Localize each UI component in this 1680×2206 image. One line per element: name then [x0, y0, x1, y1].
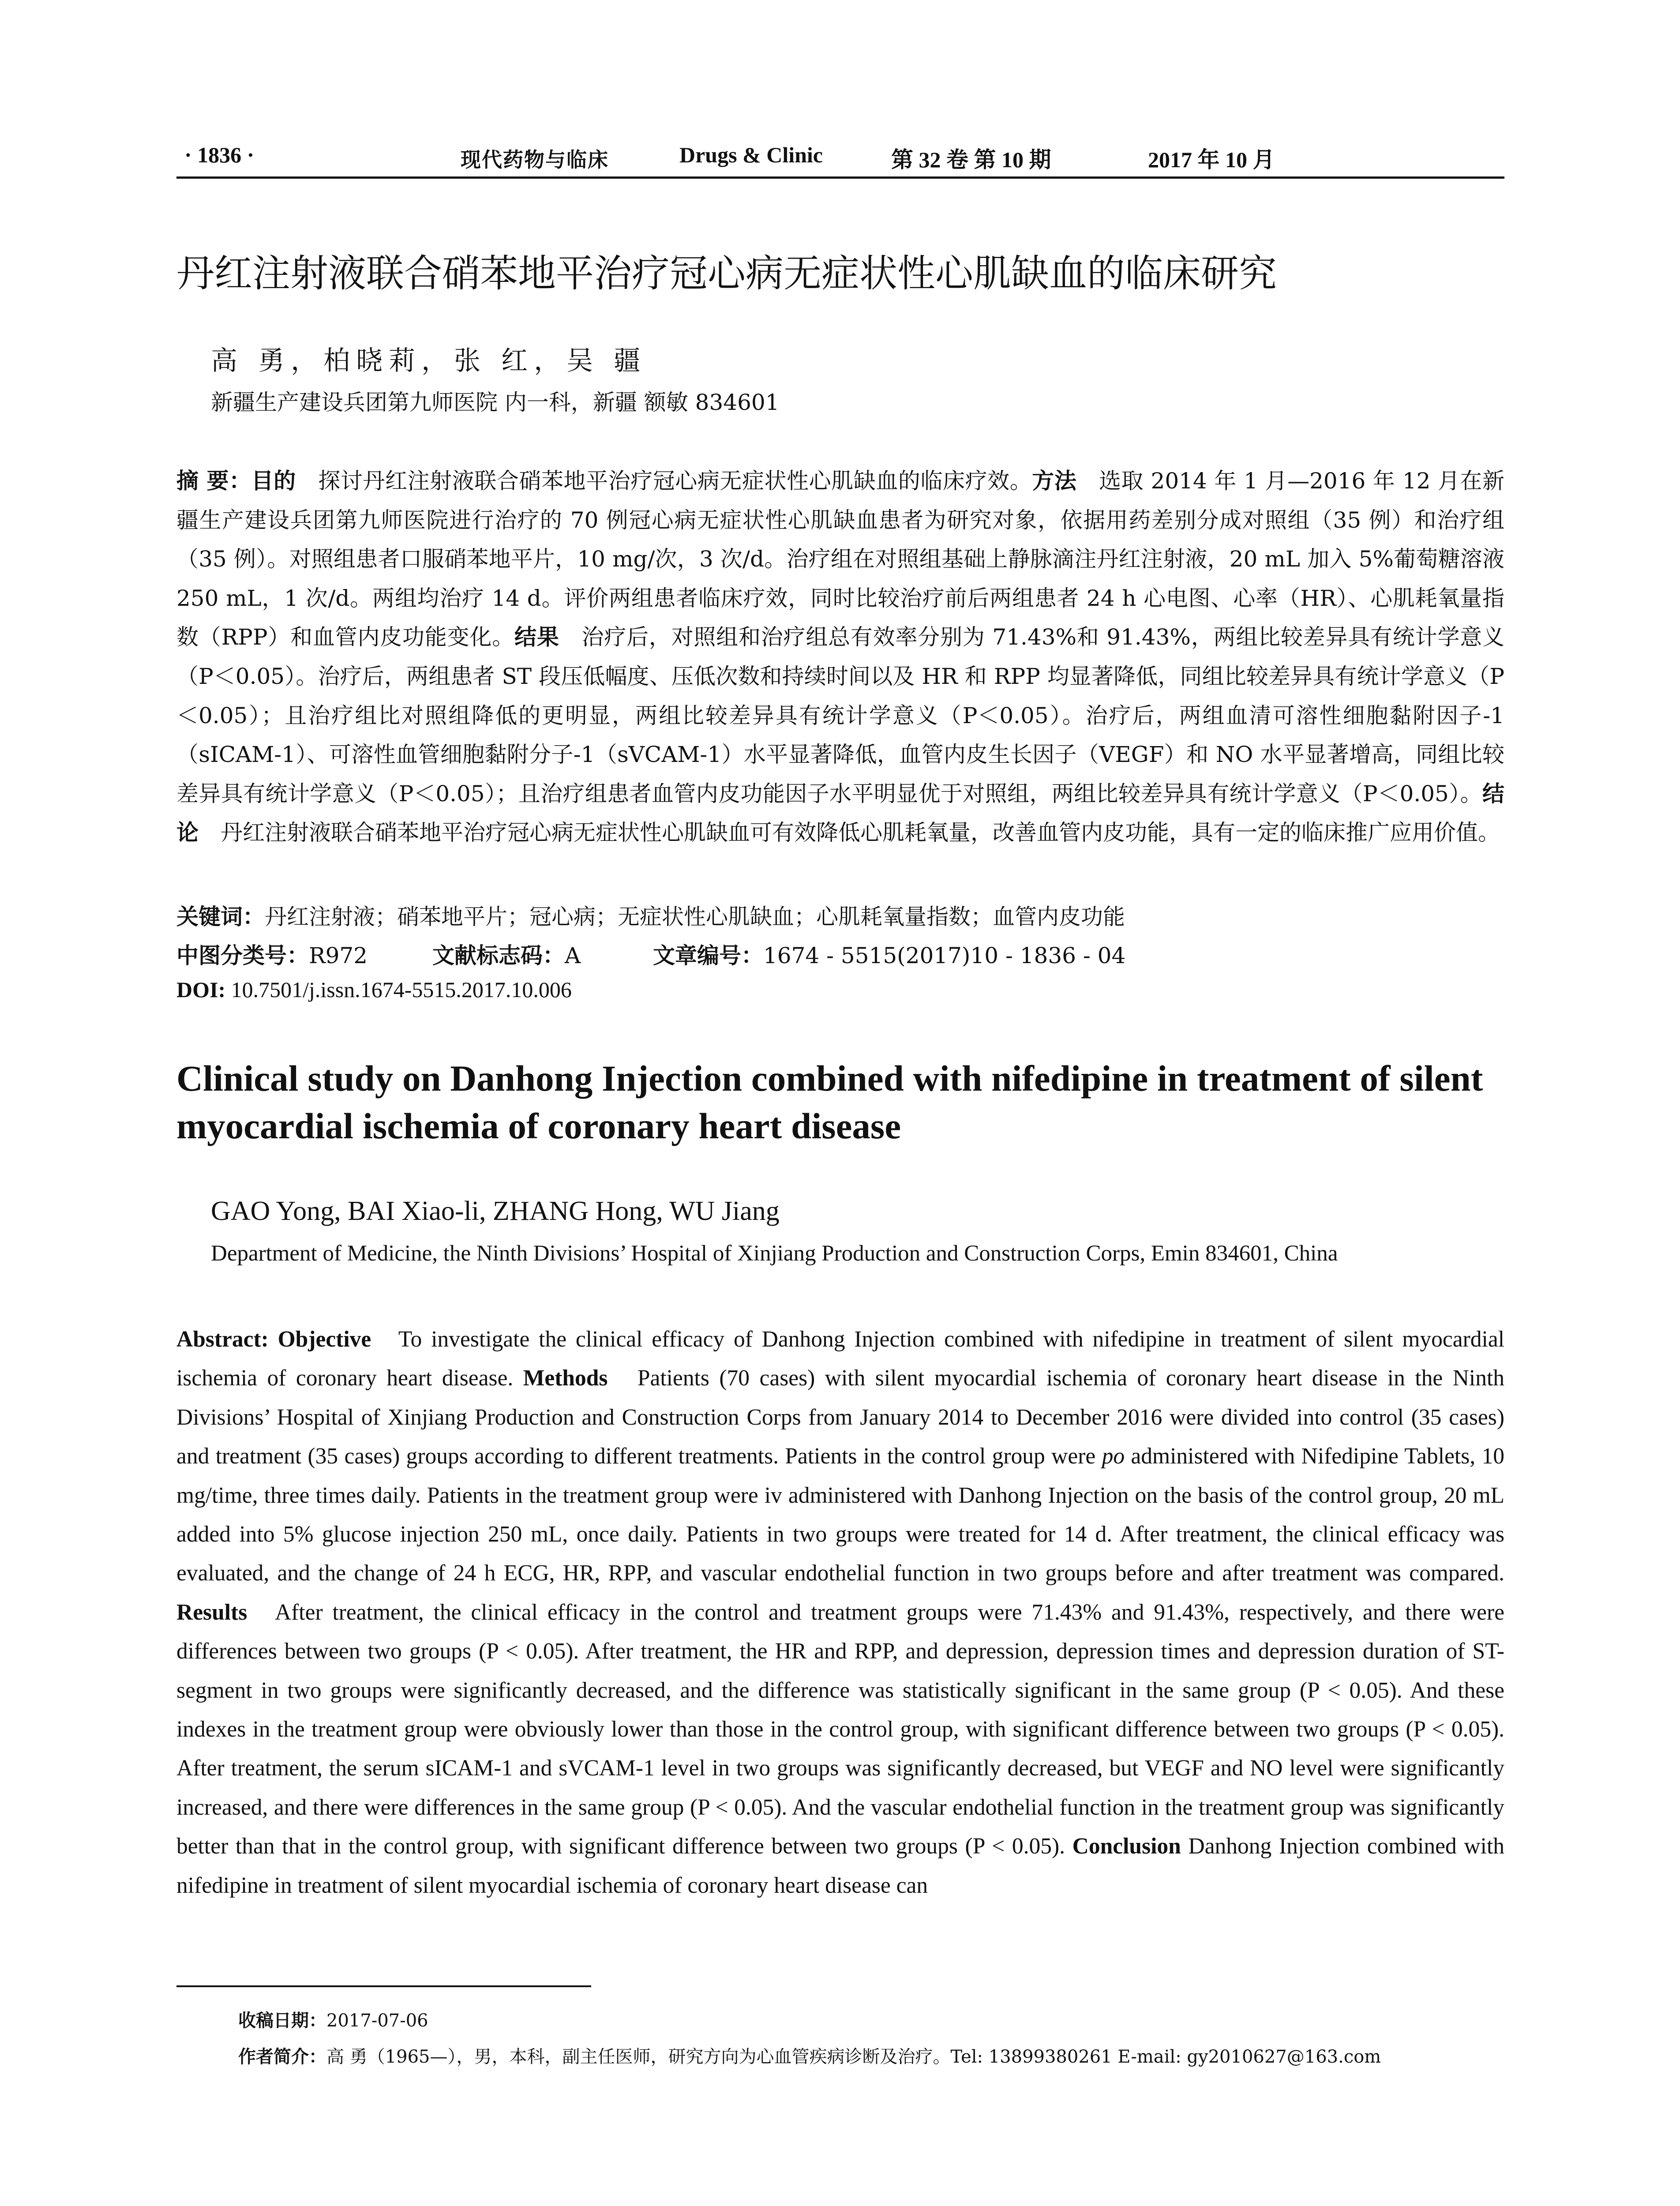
- chinese-title: 丹红注射液联合硝苯地平治疗冠心病无症状性心肌缺血的临床研究: [176, 251, 1277, 296]
- keywords: [176, 899, 1125, 931]
- objective-text: 探讨丹红注射液联合硝苯地平治疗冠心病无症状性心肌缺血的临床疗效。: [318, 468, 1032, 494]
- en-results-label: Results: [176, 1599, 248, 1625]
- volume-issue: 第 32 卷 第 10 期: [891, 147, 1051, 172]
- doi-label: DOI:: [176, 977, 226, 1002]
- english-abstract: [176, 1320, 1504, 1905]
- en-objective-label: Objective: [278, 1327, 371, 1352]
- doi-value: 10.7501/j.issn.1674-5515.2017.10.006: [231, 977, 572, 1002]
- conclusion-text: 丹红注射液联合硝苯地平治疗冠心病无症状性心肌缺血可有效降低心肌耗氧量，改善血管内皮功能，具有一定的临床推广应用价值。: [221, 820, 1500, 846]
- journal-name-en: Drugs & Clinic: [679, 143, 823, 167]
- footnote-rule: [176, 1985, 591, 1987]
- english-authors: GAO Yong, BAI Xiao-li, ZHANG Hong, WU Jiang: [211, 1196, 780, 1226]
- objective-label: 目的: [251, 468, 296, 494]
- en-methods-po: po: [1102, 1444, 1125, 1469]
- issue-date: 2017 年 10 月: [1148, 147, 1275, 172]
- keywords-label: 关键词：: [176, 904, 265, 930]
- english-title: Clinical study on Danhong Injection combined with nifedipine in treatment of silent myocardial ischemia of coronary heart disease: [176, 1058, 1483, 1146]
- english-affiliation: Department of Medicine, the Ninth Divisions’ Hospital of Xinjiang Production and Construction Corps, Emin 834601, China: [211, 1241, 1338, 1266]
- clc-label: 中图分类号：: [176, 943, 309, 968]
- methods-label: 方法: [1032, 468, 1077, 494]
- abstract-label: 摘 要：: [176, 468, 251, 494]
- en-methods-label: Methods: [523, 1366, 608, 1391]
- author-bio: [238, 2043, 1381, 2068]
- keywords-text: 丹红注射液；硝苯地平片；冠心病；无症状性心肌缺血；心肌耗氧量指数；血管内皮功能: [265, 904, 1125, 930]
- chinese-authors: 高 勇，柏晓莉，张 红，吴 疆: [211, 345, 647, 376]
- methods-text: 选取 2014 年 1 月—2016 年 12 月在新疆生产建设兵团第九师医院进行治疗的 70 例冠心病无症状性心肌缺血患者为研究对象，依据用药差别分成对照组（35 例）和治疗组（35 例）。对照组患者口服硝苯地平片，10 mg/次，3 次/d。治疗组在对照组基础上静脉滴注丹红注射液，20 mL 加入 5%葡萄糖溶液 250 mL，1 次/d。两组均治疗 14 d。评价两组患者临床疗效，同时比较治疗前后两组患者 24 h 心电图、心率（HR）、心肌耗氧量指数（RPP）和血管内皮功能变化。: [176, 468, 1504, 650]
- article-number-value: 1674 - 5515(2017)10 - 1836 - 04: [763, 943, 1126, 968]
- en-methods-text: Patients (70 cases) with silent myocardial ischemia of coronary heart disease in the Ninth Divisions’ Hospital of Xinjiang Production and Construction Corps from January 2014 to December 2016 were divided into control (35 cases) and treatment (35 cases) groups according to different treatments. Patients in the control group were: [176, 1366, 1505, 1469]
- doc-code-label: 文献标志码：: [432, 943, 565, 968]
- header-rule: [176, 176, 1504, 179]
- en-conclusion-text: Danhong Injection combined with nifedipine in treatment of silent myocardial ischemia of coronary heart disease can: [176, 1834, 1505, 1898]
- received-label: 收稿日期：: [238, 2011, 326, 2031]
- en-objective-text: To investigate the clinical efficacy of Danhong Injection combined with nifedipine in treatment of silent myocardial ischemia of coronary heart disease.: [176, 1327, 1504, 1391]
- journal-name-cn: 现代药物与临床: [461, 148, 609, 172]
- author-bio-label: 作者简介：: [238, 2047, 326, 2067]
- running-header: [176, 142, 1504, 177]
- results-label: 结果: [514, 624, 559, 650]
- chinese-abstract: [176, 461, 1504, 852]
- author-bio-text: 高 勇（1965—），男，本科，副主任医师，研究方向为心血管疾病诊断及治疗。Tel: 13899380261 E-mail: gy2010627@163.com: [326, 2047, 1381, 2067]
- results-text: 治疗后，对照组和治疗组总有效率分别为 71.43%和 91.43%，两组比较差异具有统计学意义（P＜0.05）。治疗后，两组患者 ST 段压低幅度、压低次数和持续时间以及 HR 和 RPP 均显著降低，同组比较差异具有统计学意义（P＜0.05）；且治疗组比对照组降低的更明显，两组比较差异具有统计学意义（P＜0.05）。治疗后，两组血清可溶性细胞黏附因子-1（sICAM-1）、可溶性血管细胞黏附分子-1（sVCAM-1）水平显著降低，血管内皮生长因子（VEGF）和 NO 水平显著增高，同组比较差异具有统计学意义（P＜0.05）；且治疗组患者血管内皮功能因子水平明显优于对照组，两组比较差异具有统计学意义（P＜0.05）。: [176, 624, 1505, 807]
- en-methods-text-2: administered with Nifedipine Tablets, 10 mg/time, three times daily. Patients in the treatment group were iv administered with Danhong Injection on the basis of the control group, 20 mL added into 5% glucose injection 250 mL, once daily. Patients in two groups were treated for 14 d. After treatment, the clinical efficacy was evaluated, and the change of 24 h ECG, HR, RPP, and vascular endothelial function in two groups before and after treatment was compared.: [176, 1444, 1504, 1586]
- en-abstract-label: Abstract:: [176, 1327, 269, 1352]
- doi-line: [176, 977, 572, 1002]
- clc-value: R972: [309, 943, 368, 968]
- received-value: 2017-07-06: [326, 2011, 428, 2031]
- classification-line: [176, 938, 1125, 970]
- en-results-text: After treatment, the clinical efficacy in the control and treatment groups were 71.43% and 91.43%, respectively, and there were differences between two groups (P < 0.05). After treatment, the HR and RPP, and depression, depression times and depression duration of ST-segment in two groups were significantly decreased, and the difference was statistically significant in the same group (P < 0.05). And these indexes in the treatment group were obviously lower than those in the control group, with significant difference between two groups (P < 0.05). After treatment, the serum sICAM-1 and sVCAM-1 level in two groups was significantly decreased, but VEGF and NO level were significantly increased, and there were differences in the same group (P < 0.05). And the vascular endothelial function in the treatment group was significantly better than that in the control group, with significant difference between two groups (P < 0.05).: [176, 1599, 1504, 1859]
- received-date: [238, 2007, 428, 2032]
- en-conclusion-label: Conclusion: [1072, 1834, 1181, 1859]
- conclusion-label: 结论: [176, 780, 1504, 846]
- page-number: · 1836 ·: [184, 143, 255, 167]
- article-number-label: 文章编号：: [653, 943, 763, 968]
- doc-code-value: A: [565, 943, 581, 968]
- chinese-affiliation: 新疆生产建设兵团第九师医院 内一科，新疆 额敏 834601: [211, 390, 780, 415]
